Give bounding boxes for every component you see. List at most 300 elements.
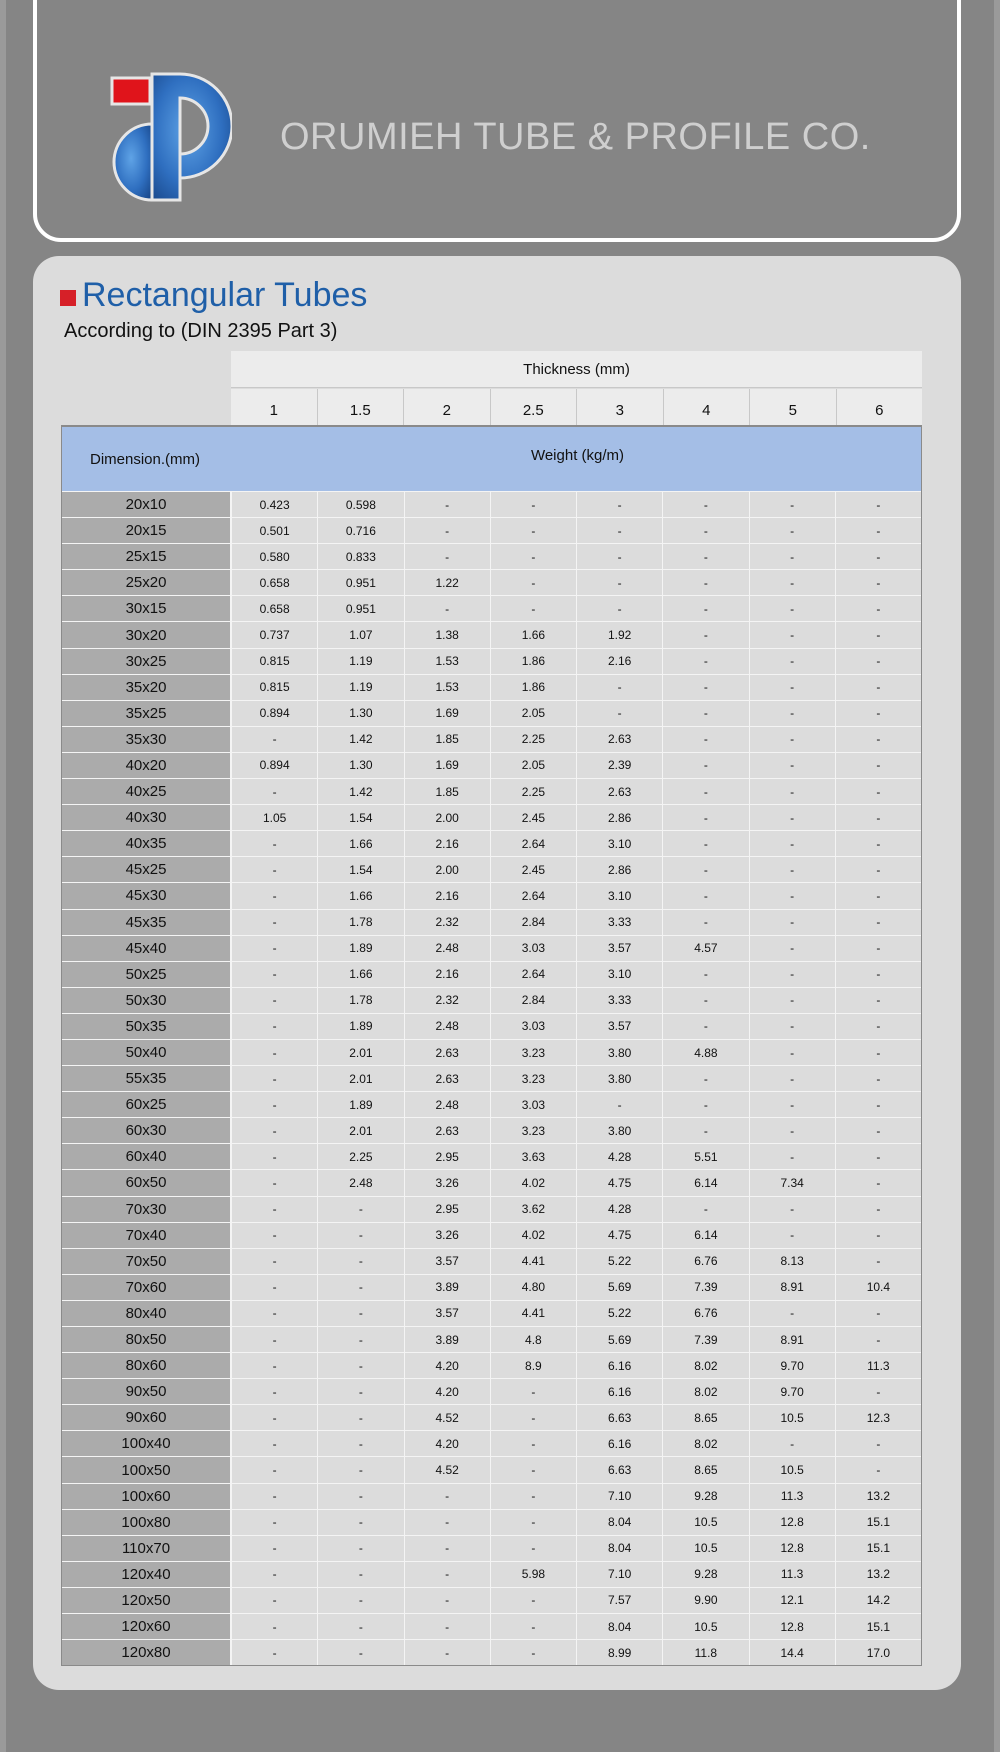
weight-cell: 0.815	[231, 649, 317, 674]
weight-cell: 7.10	[576, 1562, 662, 1587]
weight-cell: 2.32	[404, 910, 490, 935]
dimension-cell: 45x25	[62, 857, 231, 882]
weight-cell: -	[662, 518, 748, 543]
weight-cell: 6.76	[662, 1301, 748, 1326]
dimension-cell: 80x50	[62, 1327, 231, 1352]
weight-cell: -	[749, 596, 835, 621]
weight-cell: -	[749, 518, 835, 543]
weight-cell: 10.5	[749, 1405, 835, 1430]
weight-cell: -	[490, 1379, 576, 1404]
weight-cell: -	[662, 701, 748, 726]
weight-cell: -	[231, 1457, 317, 1482]
weight-cell: -	[317, 1379, 403, 1404]
weight-cell: 2.84	[490, 910, 576, 935]
weight-cell: -	[749, 883, 835, 908]
weight-cell: 3.03	[490, 1092, 576, 1117]
weight-cell: 2.45	[490, 857, 576, 882]
title-bullet-icon	[60, 290, 76, 306]
weight-cell: -	[835, 1379, 921, 1404]
dimension-cell: 30x20	[62, 622, 231, 647]
weight-cell: -	[749, 1092, 835, 1117]
weight-cell: 0.833	[317, 544, 403, 569]
thickness-column-header: 1	[269, 402, 278, 419]
weight-cell: -	[662, 910, 748, 935]
side-strip-right	[994, 0, 1000, 1752]
dimension-cell: 55x35	[62, 1066, 231, 1091]
weight-cell: -	[662, 596, 748, 621]
dimension-cell: 50x30	[62, 988, 231, 1013]
weight-cell: 0.598	[317, 492, 403, 517]
table-row	[62, 1169, 921, 1195]
weight-cell: 1.38	[404, 622, 490, 647]
weight-cell: -	[404, 1588, 490, 1613]
weight-cell: -	[231, 910, 317, 935]
weight-cell: -	[835, 701, 921, 726]
weight-cell: 10.5	[662, 1510, 748, 1535]
weight-cell: 1.86	[490, 675, 576, 700]
table-row	[62, 830, 921, 856]
weight-cell: -	[490, 492, 576, 517]
weight-cell: 1.54	[317, 857, 403, 882]
weight-header-row	[61, 425, 922, 491]
weight-cell: 3.03	[490, 1014, 576, 1039]
weight-cell: -	[835, 1170, 921, 1195]
weight-cell: 5.69	[576, 1275, 662, 1300]
table-row	[62, 1352, 921, 1378]
weight-cell: 2.64	[490, 883, 576, 908]
weight-cell: 13.2	[835, 1484, 921, 1509]
weight-cell: 3.03	[490, 936, 576, 961]
weight-cell: 1.54	[317, 805, 403, 830]
section-title: Rectangular Tubes	[82, 276, 368, 314]
weight-cell: -	[835, 518, 921, 543]
weight-cell: 4.8	[490, 1327, 576, 1352]
dimension-cell: 70x50	[62, 1249, 231, 1274]
weight-cell: 2.16	[404, 831, 490, 856]
weight-cell: -	[231, 1588, 317, 1613]
weight-cell: -	[749, 622, 835, 647]
weight-cell: 9.70	[749, 1353, 835, 1378]
weight-cell: 5.22	[576, 1301, 662, 1326]
weight-cell: -	[835, 883, 921, 908]
weight-cell: -	[231, 936, 317, 961]
weight-cell: -	[317, 1614, 403, 1639]
table-row	[62, 1091, 921, 1117]
weight-cell: 1.78	[317, 910, 403, 935]
table-row	[62, 1587, 921, 1613]
weight-cell: -	[490, 1536, 576, 1561]
weight-cell: 8.9	[490, 1353, 576, 1378]
weight-cell: 2.64	[490, 831, 576, 856]
weight-cell: -	[231, 962, 317, 987]
table-row	[62, 569, 921, 595]
weight-cell: 0.815	[231, 675, 317, 700]
weight-cell: 0.580	[231, 544, 317, 569]
weight-cell: -	[749, 727, 835, 752]
table-row	[62, 1404, 921, 1430]
weight-cell: 6.14	[662, 1223, 748, 1248]
weight-cell: 3.89	[404, 1327, 490, 1352]
weight-cell: 0.737	[231, 622, 317, 647]
table-row	[62, 778, 921, 804]
weight-cell: 7.39	[662, 1275, 748, 1300]
weight-cell: -	[835, 1092, 921, 1117]
weight-cell: -	[835, 779, 921, 804]
weight-cell: 8.91	[749, 1327, 835, 1352]
weight-cell: 3.89	[404, 1275, 490, 1300]
weight-cell: -	[835, 910, 921, 935]
weight-cell: 4.75	[576, 1223, 662, 1248]
weight-cell: -	[662, 492, 748, 517]
weight-cell: -	[231, 1510, 317, 1535]
weight-cell: 2.01	[317, 1040, 403, 1065]
weight-cell: -	[662, 962, 748, 987]
weight-cell: 3.62	[490, 1197, 576, 1222]
dimension-cell: 120x80	[62, 1640, 231, 1665]
weight-cell: 2.63	[404, 1118, 490, 1143]
weight-cell: -	[835, 622, 921, 647]
weight-cell: 1.66	[317, 962, 403, 987]
weight-cell: 3.80	[576, 1118, 662, 1143]
weight-cell: 1.30	[317, 753, 403, 778]
weight-cell: 10.5	[662, 1614, 748, 1639]
table-row	[62, 1561, 921, 1587]
weight-cell: 1.07	[317, 622, 403, 647]
weight-cell: 4.28	[576, 1144, 662, 1169]
weight-cell: -	[404, 492, 490, 517]
weight-cell: -	[749, 1144, 835, 1169]
side-strip-left	[0, 0, 6, 1752]
weight-cell: 0.658	[231, 570, 317, 595]
weight-cell: 2.05	[490, 701, 576, 726]
weight-cell: -	[231, 1379, 317, 1404]
weight-cell: 5.69	[576, 1327, 662, 1352]
weight-cell: 4.20	[404, 1379, 490, 1404]
weight-cell: 1.78	[317, 988, 403, 1013]
table-row	[62, 1143, 921, 1169]
table-row	[62, 543, 921, 569]
weight-cell: 11.3	[835, 1353, 921, 1378]
weight-cell: -	[404, 1640, 490, 1665]
table-row	[62, 856, 921, 882]
weight-cell: 1.53	[404, 649, 490, 674]
weight-cell: -	[490, 518, 576, 543]
weight-cell: -	[835, 675, 921, 700]
weight-cell: 3.26	[404, 1223, 490, 1248]
weight-cell: -	[404, 1614, 490, 1639]
weight-cell: 6.14	[662, 1170, 748, 1195]
weight-header: Weight (kg/m)	[530, 447, 625, 464]
weight-cell: -	[662, 1014, 748, 1039]
thickness-header: Thickness (mm)	[231, 351, 922, 388]
weight-cell: -	[231, 1640, 317, 1665]
weight-cell: -	[231, 1405, 317, 1430]
weight-cell: -	[317, 1223, 403, 1248]
table-row	[62, 935, 921, 961]
weight-cell: 8.99	[576, 1640, 662, 1665]
weight-cell: -	[749, 675, 835, 700]
weight-cell: -	[404, 1536, 490, 1561]
weight-cell: 8.04	[576, 1536, 662, 1561]
weight-cell: -	[231, 1327, 317, 1352]
weight-cell: -	[231, 1118, 317, 1143]
dimension-cell: 120x60	[62, 1614, 231, 1639]
company-name: ORUMIEH TUBE & PROFILE CO.	[280, 116, 871, 158]
weight-cell: -	[231, 1484, 317, 1509]
weight-cell: 1.30	[317, 701, 403, 726]
weight-cell: 1.42	[317, 727, 403, 752]
thickness-column-header: 5	[749, 389, 836, 426]
weight-cell: -	[835, 1118, 921, 1143]
table-row	[62, 726, 921, 752]
weight-cell: -	[231, 1170, 317, 1195]
weight-cell: 1.69	[404, 701, 490, 726]
table-row	[62, 1013, 921, 1039]
weight-cell: 2.16	[576, 649, 662, 674]
thickness-column-header: 2.5	[490, 389, 577, 426]
weight-cell: 0.501	[231, 518, 317, 543]
weight-cell: 3.23	[490, 1066, 576, 1091]
weight-cell: -	[662, 805, 748, 830]
weight-cell: -	[662, 622, 748, 647]
dimension-cell: 60x30	[62, 1118, 231, 1143]
table-row	[62, 648, 921, 674]
weight-cell: -	[404, 1484, 490, 1509]
weight-cell: 8.04	[576, 1614, 662, 1639]
weight-cell: -	[317, 1431, 403, 1456]
weight-cell: 1.85	[404, 727, 490, 752]
weight-cell: -	[835, 805, 921, 830]
weight-cell: 11.3	[749, 1562, 835, 1587]
weight-cell: 3.63	[490, 1144, 576, 1169]
dimension-cell: 35x20	[62, 675, 231, 700]
dimension-cell: 100x60	[62, 1484, 231, 1509]
dimension-cell: 25x15	[62, 544, 231, 569]
weight-cell: -	[317, 1536, 403, 1561]
weight-cell: 9.28	[662, 1562, 748, 1587]
weight-cell: 14.2	[835, 1588, 921, 1613]
table-row	[62, 804, 921, 830]
weight-cell: -	[749, 805, 835, 830]
dimension-cell: 35x25	[62, 701, 231, 726]
weight-cell: -	[835, 1301, 921, 1326]
weight-cell: -	[490, 1640, 576, 1665]
weight-cell: 4.41	[490, 1249, 576, 1274]
weight-cell: 2.64	[490, 962, 576, 987]
weight-cell: -	[231, 1536, 317, 1561]
dimension-cell: 80x60	[62, 1353, 231, 1378]
weight-cell: 2.01	[317, 1118, 403, 1143]
weight-cell: 4.80	[490, 1275, 576, 1300]
weight-cell: -	[662, 857, 748, 882]
weight-cell: 7.57	[576, 1588, 662, 1613]
weight-cell: -	[749, 1118, 835, 1143]
weight-cell: 1.66	[490, 622, 576, 647]
weight-cell: 1.19	[317, 649, 403, 674]
weight-cell: -	[231, 1092, 317, 1117]
weight-cell: 6.63	[576, 1457, 662, 1482]
weight-cell: 10.5	[749, 1457, 835, 1482]
weight-cell: -	[576, 492, 662, 517]
weight-cell: 4.28	[576, 1197, 662, 1222]
weight-cell: -	[835, 544, 921, 569]
table-row	[62, 1535, 921, 1561]
weight-cell: -	[835, 1457, 921, 1482]
weight-cell: 11.3	[749, 1484, 835, 1509]
weight-cell: 8.02	[662, 1379, 748, 1404]
weight-cell: 0.894	[231, 753, 317, 778]
table-row	[62, 1274, 921, 1300]
dimension-cell: 70x30	[62, 1197, 231, 1222]
table-row	[62, 1196, 921, 1222]
weight-cell: -	[835, 753, 921, 778]
weight-cell: -	[317, 1405, 403, 1430]
weight-cell: -	[404, 596, 490, 621]
weight-cell: -	[749, 857, 835, 882]
weight-cell: 3.26	[404, 1170, 490, 1195]
table-row	[62, 882, 921, 908]
weight-cell: -	[490, 1405, 576, 1430]
dimension-cell: 80x40	[62, 1301, 231, 1326]
weight-cell: 15.1	[835, 1510, 921, 1535]
weight-cell: -	[317, 1249, 403, 1274]
weight-cell: -	[749, 910, 835, 935]
weight-cell: -	[835, 1014, 921, 1039]
weight-cell: 2.84	[490, 988, 576, 1013]
weight-cell: -	[231, 1066, 317, 1091]
weight-cell: -	[576, 544, 662, 569]
weight-cell: -	[835, 936, 921, 961]
weight-cell: 2.86	[576, 805, 662, 830]
weight-cell: 5.22	[576, 1249, 662, 1274]
weight-cell: 6.16	[576, 1431, 662, 1456]
weight-cell: -	[749, 570, 835, 595]
weight-cell: 8.65	[662, 1405, 748, 1430]
section-subtitle: According to (DIN 2395 Part 3)	[64, 320, 338, 342]
table-row	[62, 1222, 921, 1248]
weight-cell: 0.894	[231, 701, 317, 726]
weight-cell: -	[662, 1066, 748, 1091]
table-row	[62, 1639, 921, 1665]
weight-cell: -	[317, 1510, 403, 1535]
weight-cell: 3.57	[576, 1014, 662, 1039]
weight-cell: 2.00	[404, 805, 490, 830]
weight-cell: -	[490, 1510, 576, 1535]
dimension-cell: 40x35	[62, 831, 231, 856]
weight-cell: -	[835, 1040, 921, 1065]
table-row	[62, 1300, 921, 1326]
weight-cell: 5.51	[662, 1144, 748, 1169]
weight-cell: 10.4	[835, 1275, 921, 1300]
weight-cell: 2.39	[576, 753, 662, 778]
weight-cell: -	[231, 1614, 317, 1639]
table-row	[62, 491, 921, 517]
weight-cell: 4.52	[404, 1457, 490, 1482]
weight-cell: -	[835, 1144, 921, 1169]
weight-cell: 2.16	[404, 962, 490, 987]
weight-cell: -	[231, 1144, 317, 1169]
weight-cell: -	[749, 492, 835, 517]
thickness-column-header: 1.5	[317, 389, 404, 426]
thickness-values-row	[231, 389, 922, 426]
dimension-cell: 50x25	[62, 962, 231, 987]
weight-cell: 4.52	[404, 1405, 490, 1430]
weight-cell: -	[576, 596, 662, 621]
weight-cell: -	[490, 1431, 576, 1456]
weight-cell: 0.951	[317, 596, 403, 621]
weight-cell: 0.716	[317, 518, 403, 543]
weight-cell: 7.39	[662, 1327, 748, 1352]
table-row	[62, 517, 921, 543]
weight-cell: -	[231, 1431, 317, 1456]
weight-cell: -	[576, 518, 662, 543]
weight-cell: -	[749, 1014, 835, 1039]
dimension-cell: 35x30	[62, 727, 231, 752]
weight-cell: -	[835, 1197, 921, 1222]
weight-cell: -	[662, 988, 748, 1013]
weight-cell: -	[231, 1353, 317, 1378]
weight-cell: -	[835, 492, 921, 517]
table-row	[62, 1065, 921, 1091]
weight-cell: -	[317, 1457, 403, 1482]
dimension-cell: 70x60	[62, 1275, 231, 1300]
weight-cell: 1.53	[404, 675, 490, 700]
weight-cell: -	[317, 1301, 403, 1326]
weight-cell: -	[662, 1118, 748, 1143]
weight-cell: -	[749, 1066, 835, 1091]
dimension-cell: 120x40	[62, 1562, 231, 1587]
dimension-cell: 90x50	[62, 1379, 231, 1404]
weight-cell: -	[749, 649, 835, 674]
weight-cell: 12.3	[835, 1405, 921, 1430]
weight-cell: -	[317, 1353, 403, 1378]
dimension-cell: 90x60	[62, 1405, 231, 1430]
weight-cell: 3.80	[576, 1040, 662, 1065]
weight-cell: -	[662, 831, 748, 856]
weight-cell: -	[662, 753, 748, 778]
dimension-cell: 30x15	[62, 596, 231, 621]
table-row	[62, 1483, 921, 1509]
weight-cell: -	[231, 988, 317, 1013]
weight-cell: -	[231, 727, 317, 752]
dimension-cell: 70x40	[62, 1223, 231, 1248]
dimension-header: Dimension.(mm)	[90, 451, 201, 468]
weight-cell: -	[231, 1197, 317, 1222]
weight-cell: -	[662, 727, 748, 752]
dimension-cell: 30x25	[62, 649, 231, 674]
table-row	[62, 595, 921, 621]
weight-cell: -	[404, 1510, 490, 1535]
table-row	[62, 1326, 921, 1352]
weight-cell: -	[835, 831, 921, 856]
weight-cell: 8.91	[749, 1275, 835, 1300]
weight-cell: -	[749, 831, 835, 856]
weight-cell: -	[231, 779, 317, 804]
table-row	[62, 752, 921, 778]
dimension-cell: 110x70	[62, 1536, 231, 1561]
weight-cell: -	[749, 753, 835, 778]
weight-cell: -	[317, 1275, 403, 1300]
weight-cell: 4.02	[490, 1223, 576, 1248]
table-row	[62, 1456, 921, 1482]
table-row	[62, 1039, 921, 1065]
weight-cell: -	[317, 1588, 403, 1613]
weight-cell: -	[317, 1327, 403, 1352]
weight-cell: 1.92	[576, 622, 662, 647]
weight-cell: -	[749, 779, 835, 804]
thickness-column-header: 6	[836, 389, 923, 426]
weight-cell: 5.98	[490, 1562, 576, 1587]
